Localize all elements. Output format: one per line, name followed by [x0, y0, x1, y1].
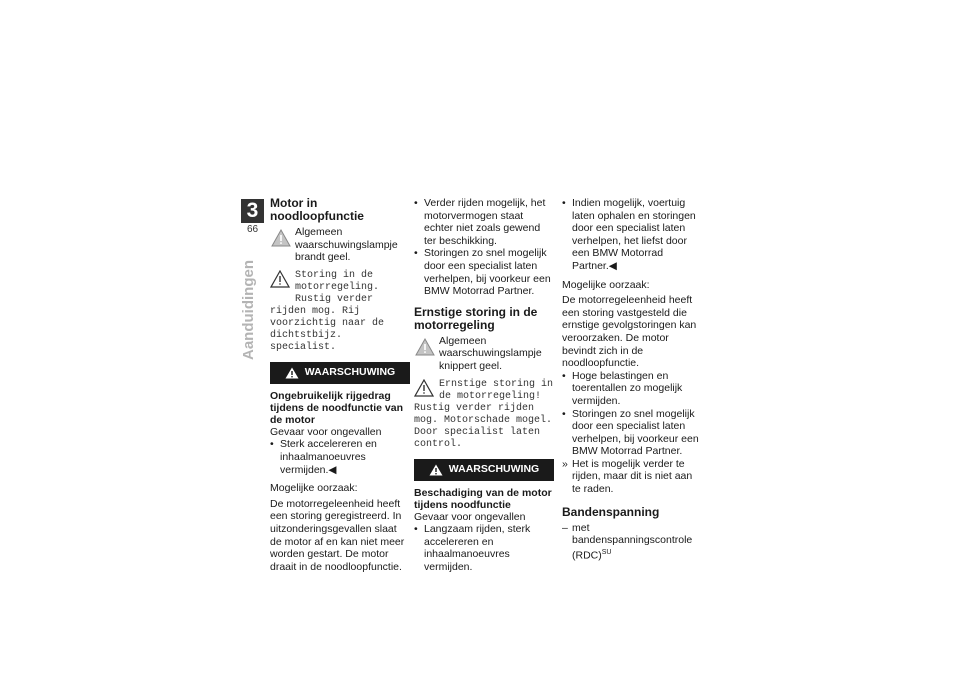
display-text-first: Ernstige storing in de motorregeling!: [439, 378, 554, 402]
warning-sub: Gevaar voor ongevallen: [414, 510, 526, 523]
lamp-text: Algemeen waarschuwingslampje brandt geel.: [295, 226, 398, 264]
cause-text: De motorregeleenheid heeft een storing geregistreerd. In uitzonderingsgevallen slaat de motor af en kan niet meer worden gestart. De motor draait in de noodloopfunctie.: [270, 497, 405, 573]
warning-triangle-outline-icon: [414, 379, 436, 399]
option-list: [562, 522, 702, 562]
warning-banner: [270, 362, 410, 384]
cause-label: Mogelijke oorzaak:: [562, 278, 650, 291]
warning-title: Beschadiging van de motor tijdens noodfunctie: [414, 486, 552, 511]
chapter-number: 3: [241, 199, 264, 223]
cause-label: Mogelijke oorzaak:: [270, 482, 358, 495]
list-item: • Storingen zo snel mogelijk door een specialist laten verhelpen, bij voorkeur een BMW Motorrad Partner.: [562, 408, 702, 458]
display-message: [270, 270, 410, 354]
lamp-row: [270, 226, 410, 264]
column-2: [414, 197, 554, 574]
cause-text: De motorregeleenheid heeft een storing vastgesteld die ernstige gevolgstoringen kan veroorzaken. De motor bevindt zich in de noodloopfunctie.: [562, 294, 697, 370]
heading-motor-noodloop: Motor in noodloopfunctie: [270, 196, 364, 223]
warning-label: WAARSCHUWING: [304, 366, 396, 379]
lamp-row: [414, 335, 554, 373]
list-item: • Storingen zo snel mogelijk door een specialist laten verhelpen, bij voorkeur een BMW Motorrad Partner.: [414, 247, 554, 297]
page-number: 66: [246, 224, 259, 235]
warning-label: WAARSCHUWING: [448, 463, 540, 476]
warning-triangle-icon: [414, 337, 436, 357]
display-text-first: Storing in de motorregeling. Rustig verder: [295, 269, 380, 305]
result-item: » Het is mogelijk verder te rijden, maar dit is niet aan te raden.: [562, 458, 702, 496]
list-item: • Indien mogelijk, voertuig laten ophalen en storingen door een specialist laten verhelpen, het liefst door een BMW Motorrad Partner.◀: [562, 197, 702, 273]
warning-sub: Gevaar voor ongevallen: [270, 425, 382, 438]
heading-ernstige-storing: Ernstige storing in de motorregeling: [414, 304, 538, 332]
warning-title: Ongebruikelijk rijgedrag tijdens de noodfunctie van de motor: [270, 389, 404, 426]
warning-triangle-icon: [270, 228, 292, 248]
display-message: [414, 379, 554, 451]
heading-bandenspanning: Bandenspanning: [562, 504, 660, 519]
list-item: • Sterk accelereren en inhaalmanoeuvres vermijden.◀: [270, 438, 410, 476]
list-item: • Hoge belastingen en toerentallen zo mogelijk vermijden.: [562, 370, 702, 408]
list-item: • Langzaam rijden, sterk accelereren en inhaalmanoeuvres vermijden.: [414, 523, 554, 573]
continuation-list: [562, 197, 702, 273]
lamp-text: Algemeen waarschuwingslampje knippert geel.: [439, 334, 542, 372]
display-text-rest: Rustig verder rijden mog. Motorschade mogel. Door specialist laten control.: [414, 402, 553, 450]
list-item: • Verder rijden mogelijk, het motorvermogen staat echter niet zoals gewend ter beschikking.: [414, 197, 554, 247]
section-title: Aanduidingen: [240, 260, 257, 360]
column-3: [562, 197, 702, 562]
option-sup: SU: [601, 548, 612, 556]
cause-list: [562, 370, 702, 496]
warning-triangle-filled-icon: [429, 464, 443, 476]
display-text-rest: rijden mog. Rij voorzichtig naar de dichtstbijz. specialist.: [270, 305, 385, 353]
warning-list: [414, 523, 554, 573]
warning-triangle-filled-icon: [285, 367, 299, 379]
option-item: [562, 522, 702, 562]
option-text: met bandenspanningscontrole (RDC): [572, 521, 693, 562]
warning-triangle-outline-icon: [270, 270, 292, 290]
continuation-list: [414, 197, 554, 298]
column-1: [270, 197, 410, 573]
warning-banner: [414, 459, 554, 481]
warning-list: [270, 438, 410, 476]
